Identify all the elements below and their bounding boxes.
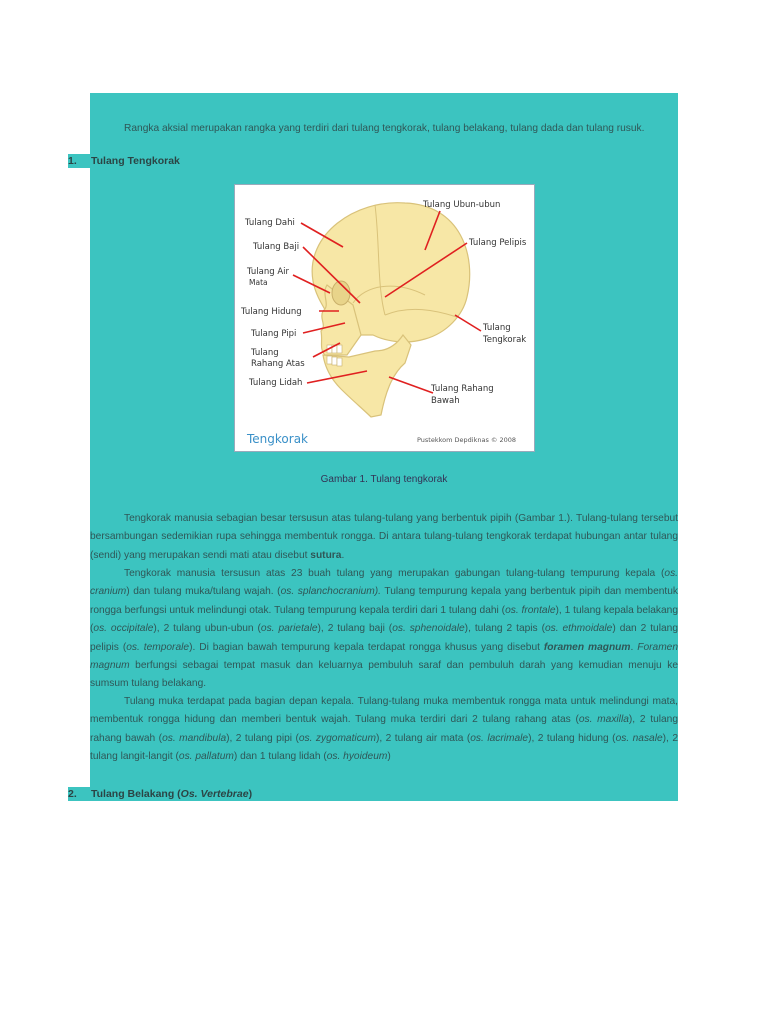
label-air-mata-2: Mata: [249, 278, 268, 287]
figure-credit: Pustekkom Depdiknas © 2008: [417, 436, 517, 444]
label-pipi: Tulang Pipi: [251, 329, 297, 339]
p3-t1: Tulang muka terdapat pada bagian depan kepala. Tulang-tulang muka membentuk rongga mata untuk melindungi mata, membentuk rongga hidung dan memberi bentuk wajah. Tulang muka terdiri dari 2 tulang rahang atas (: [90, 696, 678, 726]
p2-t1: Tengkorak manusia tersusun atas 23 buah tulang yang merupakan gabungan tulang-tulang tempurung kepala (: [124, 568, 665, 579]
p2-t7: ), tulang 2 tapis (: [464, 623, 545, 635]
term-sutura: sutura: [310, 549, 342, 561]
p3-i1: os. maxilla: [578, 714, 629, 726]
p3-t2: ), 2 tulang rahang bawah (: [90, 714, 678, 744]
p2-t3: Tulang tempurung kepala yang berbentuk pipih dan membentuk rongga berfungsi untuk melindungi otak. Tulang tempurung kepala terdiri dari 1 tulang dahi (: [90, 586, 678, 616]
label-hidung: Tulang Hidung: [241, 307, 302, 317]
p2-i1: os. cranium: [90, 568, 678, 598]
p2-t11: berfungsi sebagai tempat masuk dan keluarnya pembuluh saraf dan pembuluh darah yang kemudian menuju ke sumsum tulang belakang.: [90, 660, 678, 690]
section-title-italic: Os. Vertebrae: [180, 788, 249, 800]
p2-i5: os. parietale: [260, 623, 318, 635]
paragraph-2: [90, 565, 678, 694]
p2-t9: ). Di bagian bawah tempurung kepala terdapat rongga khusus yang disebut: [189, 641, 544, 653]
p2-i9: Foramen magnum: [90, 641, 679, 672]
p2-t4: ), 1 tulang kepala belakang (: [90, 604, 679, 635]
p2-t2: ) dan tulang muka/tulang wajah. (: [126, 586, 281, 598]
label-lidah: Tulang Lidah: [249, 378, 303, 388]
p3-t6: ), 2 tulang langit-langit (: [90, 732, 678, 763]
p2-i8: os. temporale: [126, 641, 190, 653]
label-rahang-bawah-2: Bawah: [431, 396, 460, 406]
p3-t4: ), 2 tulang air mata (: [375, 732, 471, 744]
section-title-part: Tulang Belakang (: [91, 788, 181, 800]
p2-t8: ) dan 2 tulang pelipis (: [90, 623, 678, 653]
figure-caption: Gambar 1. Tulang tengkorak: [320, 474, 448, 485]
section-number: 2.: [68, 788, 77, 800]
p3-i2: os. mandibula: [162, 732, 227, 744]
label-pelipis: Tulang Pelipis: [469, 238, 527, 248]
label-tengkorak-1: Tulang: [483, 323, 511, 333]
paragraph-3: [90, 693, 678, 767]
term-foramen-magnum: foramen magnum: [543, 641, 631, 653]
label-rahang-atas-1: Tulang: [251, 348, 279, 358]
label-rahang-atas-2: Rahang Atas: [251, 359, 305, 369]
p2-t10: .: [630, 641, 638, 653]
p2-t6: ), 2 tulang baji (: [317, 623, 393, 635]
p2-i7: os. ethmoidale: [544, 623, 613, 635]
p2-t5: ), 2 tulang ubun-ubun (: [153, 623, 261, 635]
p2-i2: os. splanchocranium).: [280, 586, 381, 598]
p1-end: .: [341, 549, 345, 561]
section-title: Tulang Tengkorak: [91, 155, 180, 167]
skull-illustration: [235, 185, 534, 451]
skull-figure: [234, 184, 535, 452]
label-air-mata-1: Tulang Air: [247, 267, 290, 277]
p2-i6: os. sphenoidale: [392, 623, 465, 635]
section-number: 1.: [68, 155, 77, 167]
p3-t7: ) dan 1 tulang lidah (: [233, 751, 327, 763]
p2-i4: os. occipitale: [93, 623, 154, 635]
p2-i3: os. frontale: [505, 604, 556, 616]
p3-t8: ): [387, 751, 391, 763]
intro-paragraph: [90, 120, 678, 138]
paragraph-1: [90, 510, 678, 565]
section-heading-1: [68, 154, 678, 168]
p3-i5: os. nasale: [615, 732, 663, 744]
p1-text: Tengkorak manusia sebagian besar tersusun atas tulang-tulang yang berbentuk pipih (Gambar 1.). Tulang-tulang tersebut bersambungan sedemikian rupa sehingga membentuk rongga. Di antara tulang-tulang tengkorak terdapat hubungan antar tulang (sendi) yang merupakan sendi mati atau disebut: [90, 513, 678, 561]
label-dahi: Tulang Dahi: [245, 218, 295, 228]
p3-i7: os. hyoideum: [326, 751, 388, 763]
p3-i4: os. lacrimale: [470, 732, 529, 744]
intro-text: Rangka aksial merupakan rangka yang terdiri dari tulang tengkorak, tulang belakang, tulang dada dan tulang rusuk.: [124, 123, 645, 134]
figure-title: Tengkorak: [247, 432, 308, 446]
label-rahang-bawah-1: Tulang Rahang: [431, 384, 494, 394]
p3-i6: os. pallatum: [178, 751, 234, 763]
section-heading-2: [68, 787, 678, 801]
p3-t5: ), 2 tulang hidung (: [528, 732, 616, 744]
label-ubun: Tulang Ubun-ubun: [423, 200, 501, 210]
p3-i3: os. zygomaticum: [298, 732, 376, 744]
section-title-end: ): [248, 788, 253, 800]
p3-t3: ), 2 tulang pipi (: [226, 732, 299, 744]
label-baji: Tulang Baji: [253, 242, 300, 252]
label-tengkorak-2: Tengkorak: [483, 335, 527, 345]
